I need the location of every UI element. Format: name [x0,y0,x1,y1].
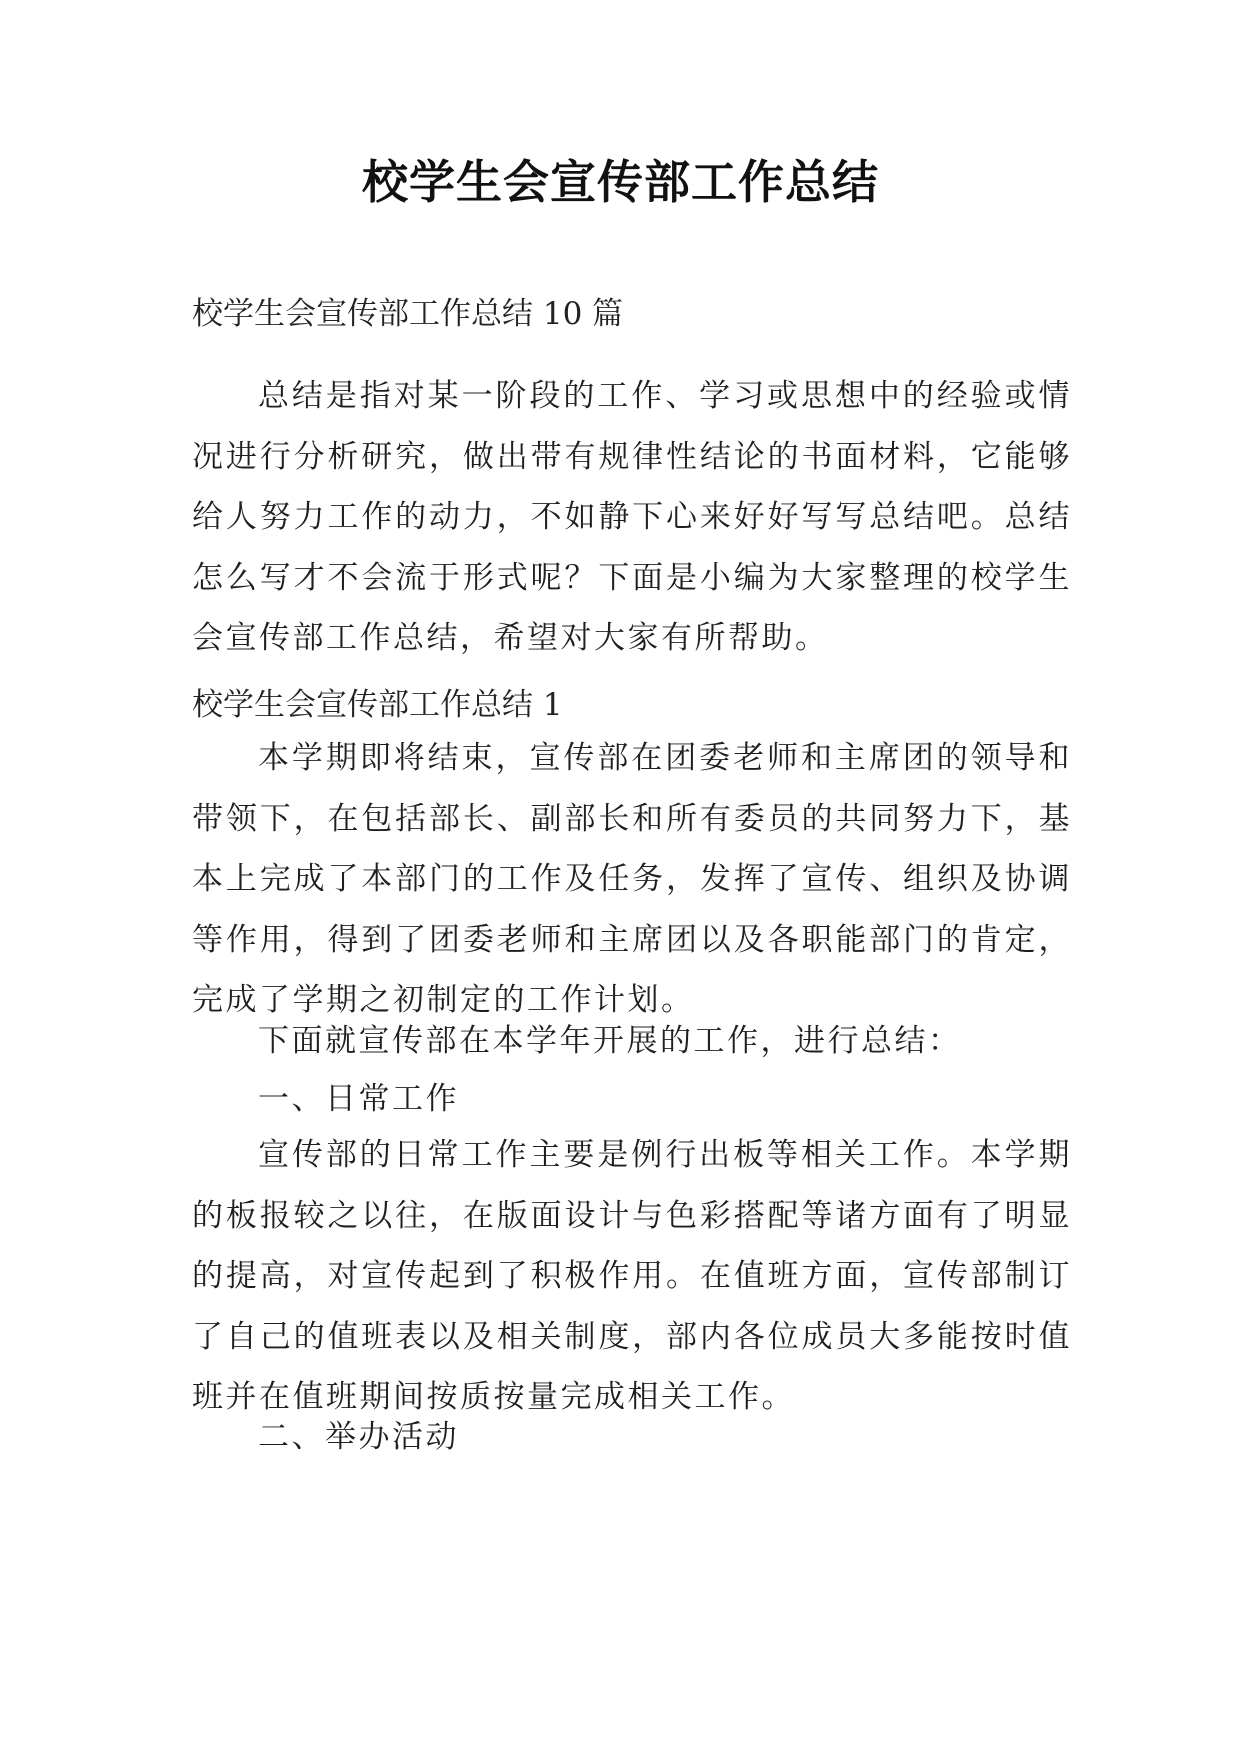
item-1-paragraph: 宣传部的日常工作主要是例行出板等相关工作。本学期的板报较之以往，在版面设计与色彩搭配等诸方面有了明显的提高，对宣传起到了积极作用。在值班方面，宣传部制订了自己的值班表以及相关制度，部内各位成员大多能按时值班并在值班期间按质按量完成相关工作。 [192,1137,1072,1415]
section-1-summary-line: 下面就宣传部在本学年开展的工作，进行总结： [258,1023,962,1059]
document-title: 校学生会宣传部工作总结 [362,155,879,209]
section-1-paragraph: 本学期即将结束，宣传部在团委老师和主席团的领导和带领下，在包括部长、副部长和所有委员的共同努力下，基本上完成了本部门的工作及任务，发挥了宣传、组织及协调等作用，得到了团委老师和主席团以及各职能部门的肯定，完成了学期之初制定的工作计划。 [192,740,1072,1018]
item-1-heading: 一、日常工作 [258,1081,459,1117]
document-subtitle: 校学生会宣传部工作总结 10 篇 [192,296,624,332]
item-2-heading: 二、举办活动 [258,1419,459,1455]
intro-paragraph: 总结是指对某一阶段的工作、学习或思想中的经验或情况进行分析研究，做出带有规律性结论的书面材料，它能够给人努力工作的动力，不如静下心来好好写写总结吧。总结怎么写才不会流于形式呢？下面是小编为大家整理的校学生会宣传部工作总结，希望对大家有所帮助。 [192,378,1072,656]
section-1-heading: 校学生会宣传部工作总结 1 [192,687,563,723]
